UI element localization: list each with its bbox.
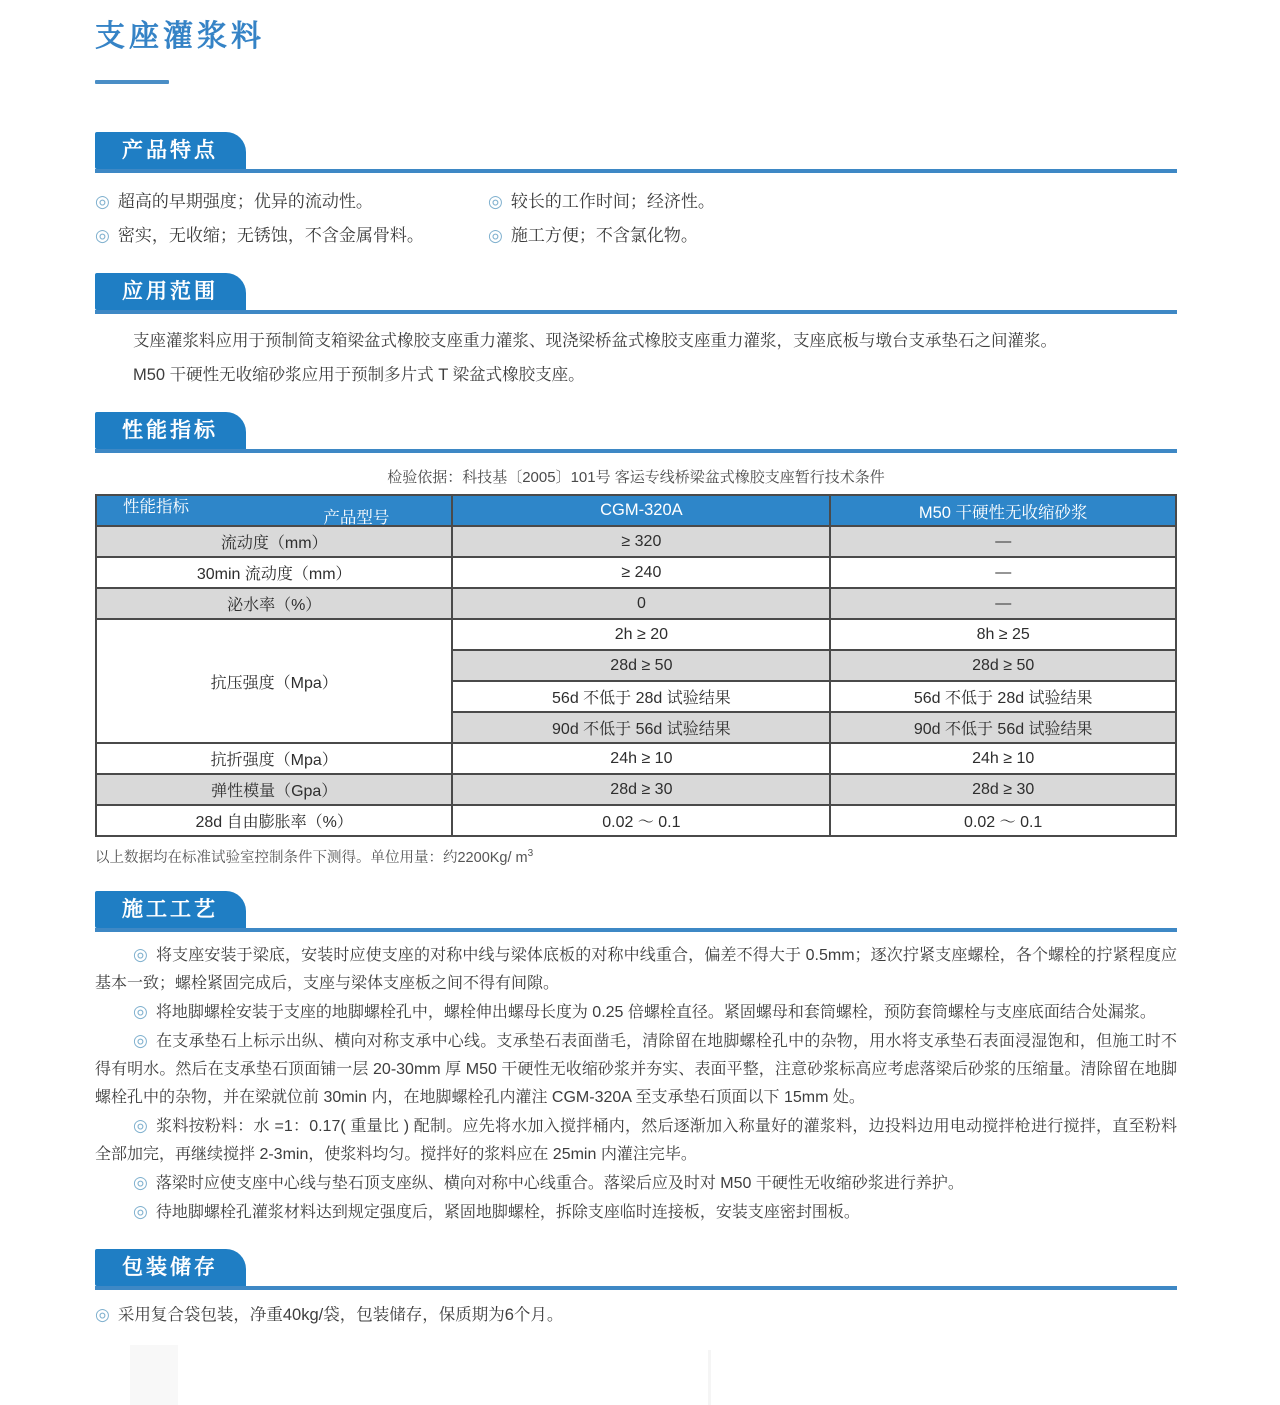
- application-paragraph: 支座灌浆料应用于预制简支箱梁盆式橡胶支座重力灌浆、现浇梁桥盆式橡胶支座重力灌浆，支座底板与墩台支承垫石之间灌浆。: [133, 332, 1057, 350]
- cell-value: ≥ 240: [452, 557, 830, 588]
- feature-item: [95, 219, 488, 253]
- section-tab-performance: 性能指标: [95, 412, 246, 449]
- page-title: 支座灌浆料: [95, 20, 265, 53]
- ring-bullet-icon: ◎: [133, 1031, 149, 1051]
- row-label: 30min 流动度（mm）: [96, 557, 452, 588]
- feature-list: [95, 185, 1177, 253]
- cell-value: 0.02 ～ 0.1: [830, 805, 1176, 836]
- feature-item-text: 较长的工作时间；经济性。: [510, 192, 715, 211]
- column-header-m50: M50 干硬性无收缩砂浆: [830, 495, 1176, 526]
- application-text: [95, 324, 1177, 392]
- construction-step: [95, 1198, 1177, 1227]
- table-row: [96, 588, 1176, 619]
- performance-table: [95, 494, 1177, 837]
- cell-value: 28d ≥ 30: [452, 774, 830, 805]
- cell-value: 24h ≥ 10: [452, 743, 830, 774]
- table-row: [96, 619, 1176, 650]
- ring-bullet-icon: ◎: [95, 1305, 110, 1325]
- row-label: 流动度（mm）: [96, 526, 452, 557]
- section-head-performance: [95, 412, 1177, 453]
- row-label: 泌水率（%）: [96, 588, 452, 619]
- page-bleedthrough-artifact: [708, 1350, 711, 1405]
- construction-step: [95, 1027, 1177, 1112]
- corner-label-performance-index: 性能指标: [123, 498, 189, 516]
- cell-value: 28d ≥ 30: [830, 774, 1176, 805]
- packaging-item: [95, 1302, 1177, 1328]
- column-header-cgm320a: CGM-320A: [452, 495, 830, 526]
- table-row: [96, 743, 1176, 774]
- feature-item: [488, 219, 1177, 253]
- cell-value: 28d ≥ 50: [830, 650, 1176, 681]
- construction-step-text: 待地脚螺栓孔灌浆材料达到规定强度后，紧固地脚螺栓，拆除支座临时连接板，安装支座密封围板。: [155, 1204, 860, 1221]
- cell-value: 56d 不低于 28d 试验结果: [830, 681, 1176, 712]
- cell-value: 90d 不低于 56d 试验结果: [452, 712, 830, 743]
- cell-value: 2h ≥ 20: [452, 619, 830, 650]
- construction-step: [95, 998, 1177, 1027]
- cell-value: 24h ≥ 10: [830, 743, 1176, 774]
- application-paragraph: M50 干硬性无收缩砂浆应用于预制多片式 T 梁盆式橡胶支座。: [133, 366, 585, 384]
- ring-bullet-icon: ◎: [488, 192, 503, 212]
- construction-step-text: 将地脚螺栓安装于支座的地脚螺栓孔中，螺栓伸出螺母长度为 0.25 倍螺栓直径。紧固螺母和套筒螺栓，预防套筒螺栓与支座底面结合处漏浆。: [155, 1004, 1156, 1021]
- section-tab-application: 应用范围: [95, 273, 246, 310]
- construction-step: [95, 941, 1177, 998]
- table-row: [96, 774, 1176, 805]
- cell-value: 28d ≥ 50: [452, 650, 830, 681]
- feature-item: [488, 185, 1177, 219]
- row-label: 弹性模量（Gpa）: [96, 774, 452, 805]
- construction-step-text: 浆料按粉料：水 =1：0.17( 重量比 ) 配制。应先将水加入搅拌桶内，然后逐渐加入称量好的灌浆料，边投料边用电动搅拌枪进行搅拌，直至粉料全部加完，再继续搅拌 2-3min，使浆料均匀。搅拌好的浆料应在 25min 内灌注完毕。: [95, 1118, 1177, 1163]
- construction-steps: [95, 941, 1177, 1227]
- ring-bullet-icon: ◎: [133, 1173, 148, 1193]
- cell-value: —: [830, 588, 1176, 619]
- cell-value: 56d 不低于 28d 试验结果: [452, 681, 830, 712]
- cell-value: ≥ 320: [452, 526, 830, 557]
- cell-value: —: [830, 526, 1176, 557]
- footnote-text: 以上数据均在标准试验室控制条件下测得。单位用量：约2200Kg/ m: [95, 850, 528, 866]
- packaging-item-text: 采用复合袋包装，净重40kg/袋，包装储存，保质期为6个月。: [117, 1306, 564, 1324]
- table-row: [96, 526, 1176, 557]
- cell-value: 0.02 ～ 0.1: [452, 805, 830, 836]
- section-tab-construction: 施工工艺: [95, 891, 246, 928]
- construction-step-text: 落梁时应使支座中心线与垫石顶支座纵、横向对称中心线重合。落梁后应及时对 M50 干硬性无收缩砂浆进行养护。: [155, 1175, 964, 1192]
- ring-bullet-icon: ◎: [95, 192, 110, 212]
- cell-value: 90d 不低于 56d 试验结果: [830, 712, 1176, 743]
- section-tab-features: 产品特点: [95, 132, 246, 169]
- feature-item-text: 施工方便；不含氯化物。: [510, 226, 698, 245]
- section-head-packaging: [95, 1249, 1177, 1290]
- table-footnote: [95, 846, 1177, 867]
- title-underline-dash: [95, 80, 169, 84]
- construction-step-text: 将支座安装于梁底，安装时应使支座的对称中线与梁体底板的对称中线重合，偏差不得大于 0.5mm；逐次拧紧支座螺栓，各个螺栓的拧紧程度应基本一致；螺栓紧固完成后，支座与梁体支座板之间不得有间隙。: [95, 947, 1177, 992]
- table-row: [96, 557, 1176, 588]
- cell-value: 8h ≥ 25: [830, 619, 1176, 650]
- table-row: [96, 805, 1176, 836]
- page-bleedthrough-artifact: [130, 1345, 178, 1405]
- section-head-application: [95, 273, 1177, 314]
- row-label: 28d 自由膨胀率（%）: [96, 805, 452, 836]
- ring-bullet-icon: ◎: [133, 1002, 148, 1022]
- feature-item: [95, 185, 488, 219]
- test-basis-note: 检验依据：科技基〔2005〕101号 客运专线桥梁盆式橡胶支座暂行技术条件: [387, 469, 885, 486]
- row-label: 抗折强度（Mpa）: [96, 743, 452, 774]
- corner-label-product-model: 产品型号: [323, 509, 390, 527]
- footnote-superscript: 3: [527, 848, 534, 860]
- cell-value: —: [830, 557, 1176, 588]
- ring-bullet-icon: ◎: [133, 945, 148, 965]
- section-tab-packaging: 包装储存: [95, 1249, 246, 1286]
- ring-bullet-icon: ◎: [133, 1116, 149, 1136]
- ring-bullet-icon: ◎: [488, 226, 503, 246]
- feature-item-text: 超高的早期强度；优异的流动性。: [117, 192, 373, 211]
- ring-bullet-icon: ◎: [133, 1202, 148, 1222]
- feature-item-text: 密实，无收缩；无锈蚀，不含金属骨料。: [117, 226, 424, 245]
- diagonal-corner-cell: [96, 495, 452, 526]
- row-label-compressive-strength: 抗压强度（Mpa）: [96, 619, 452, 743]
- construction-step: [95, 1169, 1177, 1198]
- construction-step: [95, 1112, 1177, 1169]
- section-head-features: [95, 132, 1177, 173]
- section-head-construction: [95, 891, 1177, 932]
- ring-bullet-icon: ◎: [95, 226, 110, 246]
- table-header-row: [96, 495, 1176, 526]
- cell-value: 0: [452, 588, 830, 619]
- construction-step-text: 在支承垫石上标示出纵、横向对称支承中心线。支承垫石表面凿毛，清除留在地脚螺栓孔中的杂物，用水将支承垫石表面浸湿饱和，但施工时不得有明水。然后在支承垫石顶面铺一层 20-30mm 厚 M50 干硬性无收缩砂浆并夯实、表面平整，注意砂浆标高应考虑落梁后砂浆的压缩量。清除留在地脚螺栓孔中的杂物，并在梁就位前 30min 内，在地脚螺栓孔内灌注 CGM-320A 至支承垫石顶面以下 15mm 处。: [95, 1033, 1177, 1106]
